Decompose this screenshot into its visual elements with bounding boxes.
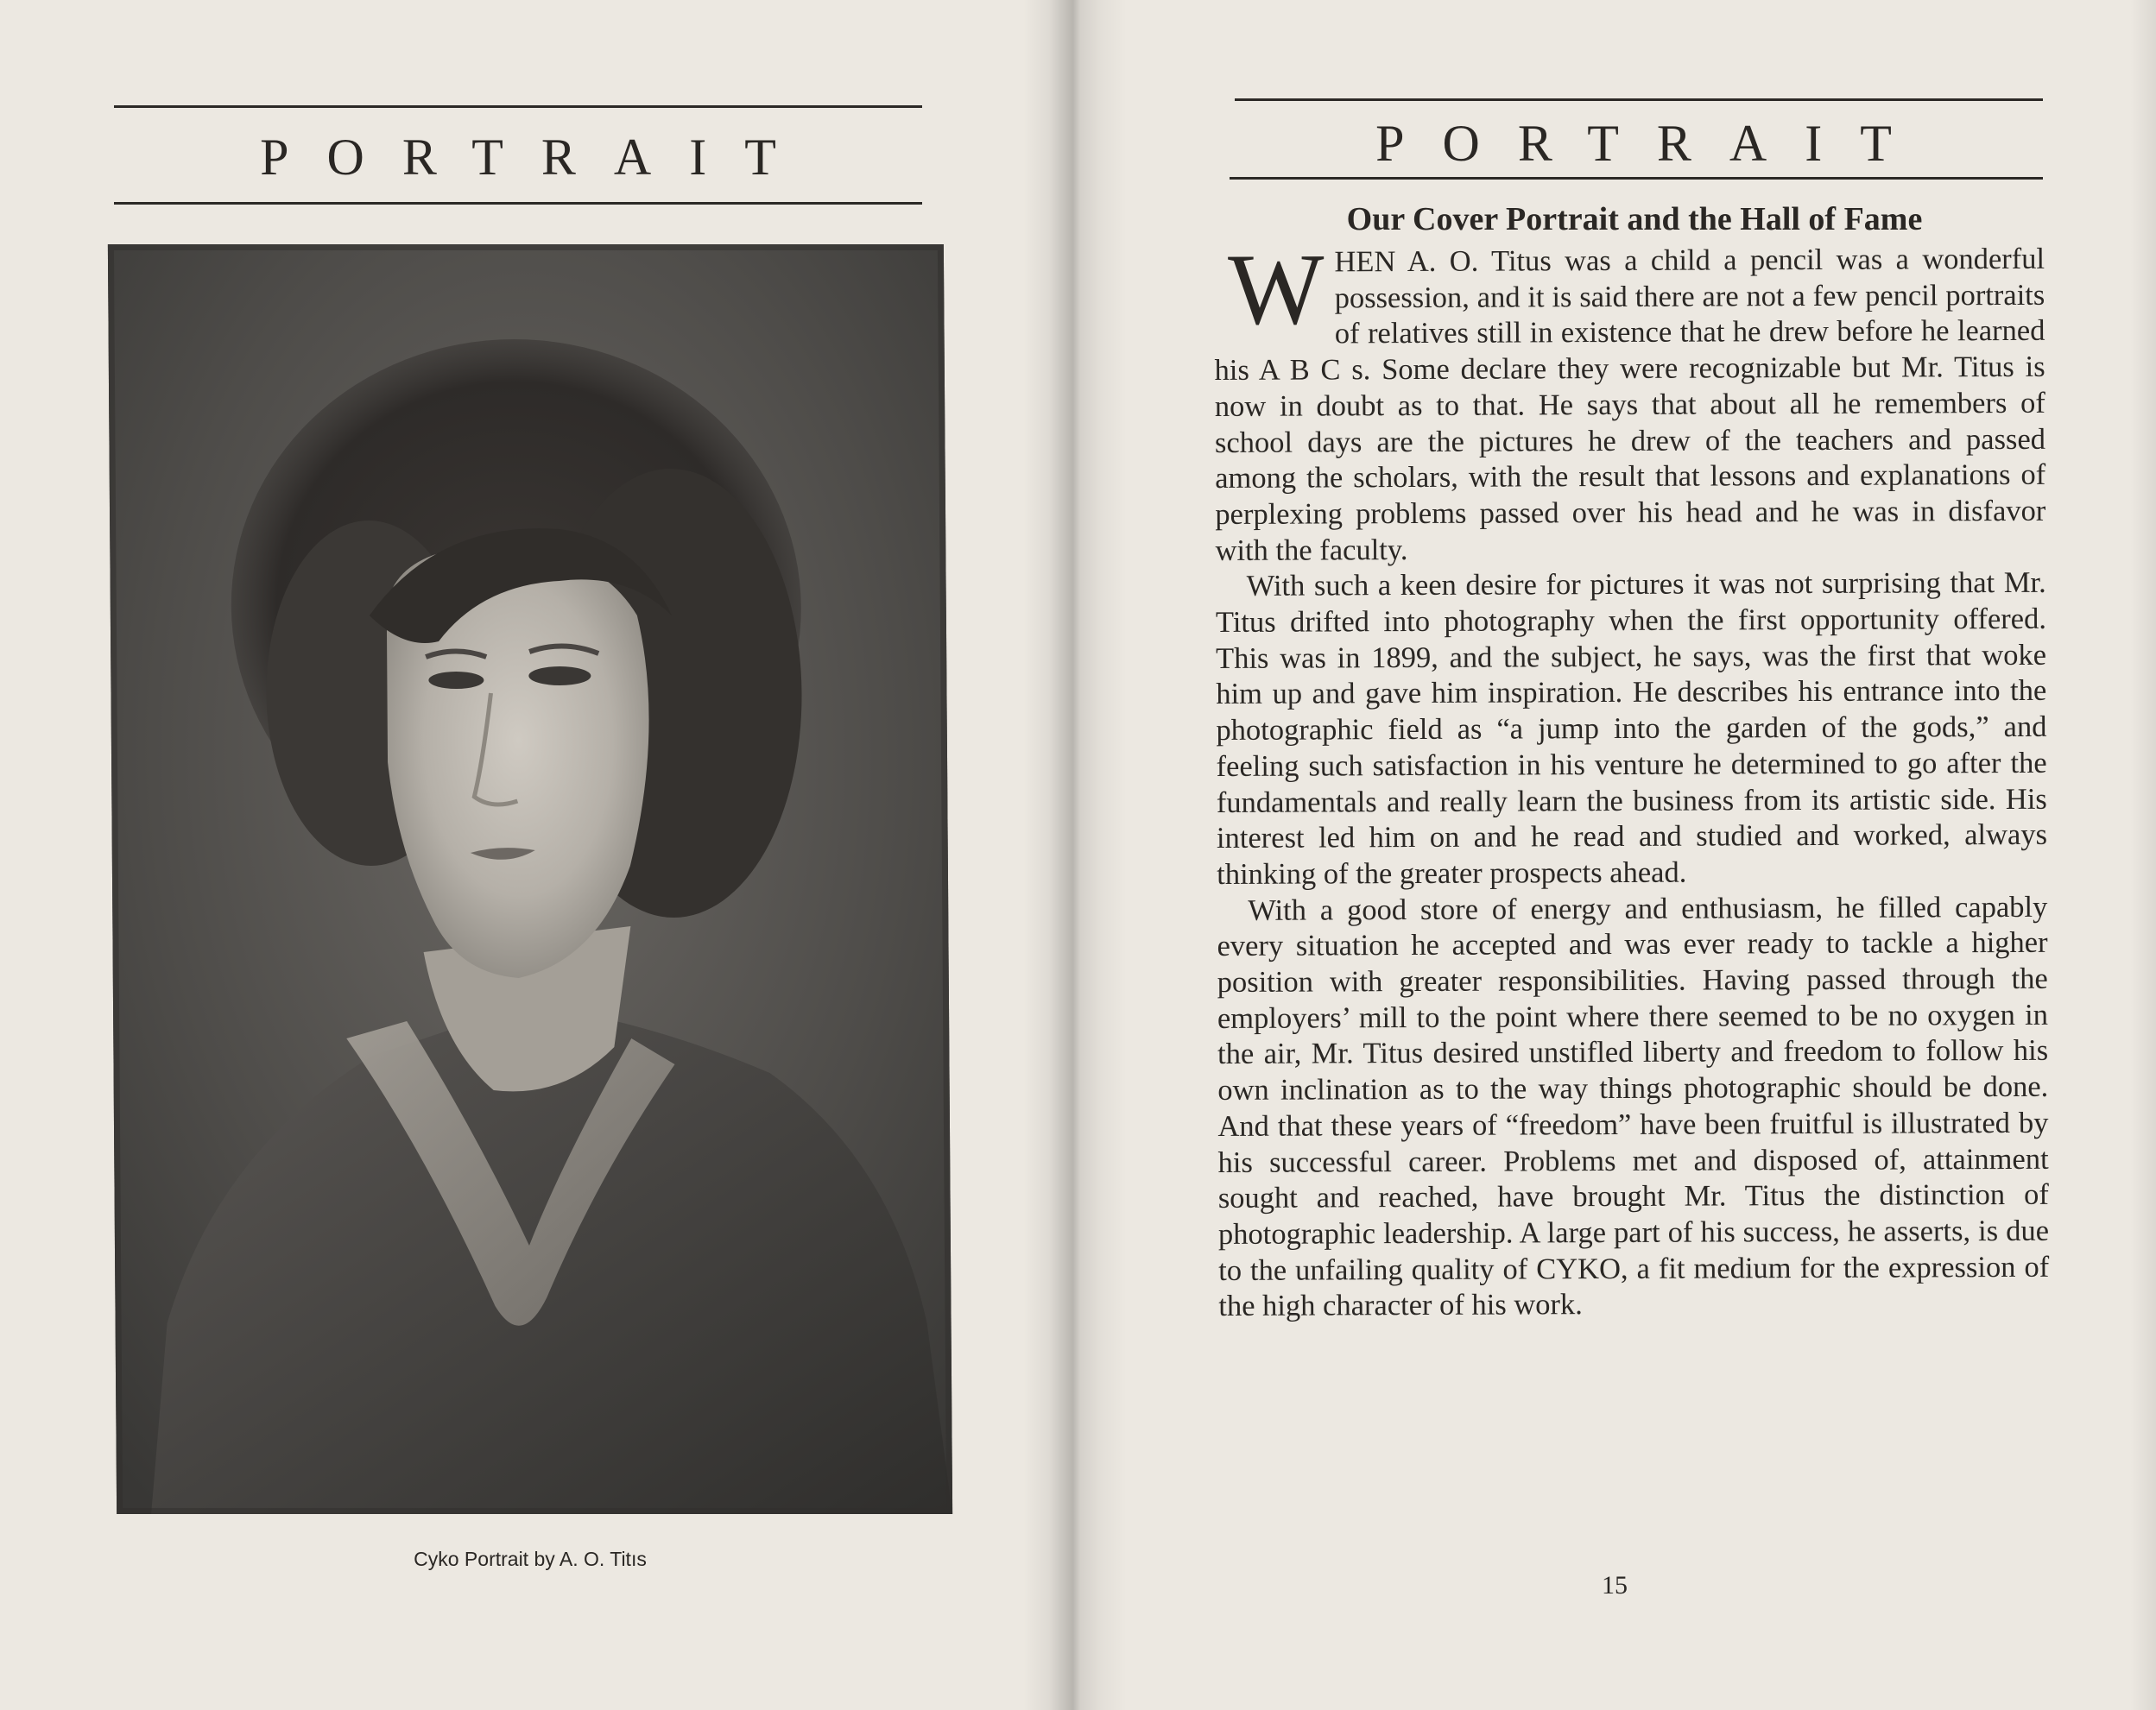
page-edge-shadow bbox=[2130, 0, 2156, 1710]
page-number: 15 bbox=[1602, 1571, 1628, 1600]
running-head: PORTRAIT bbox=[260, 129, 814, 186]
article-body bbox=[1214, 232, 2050, 1325]
article-title: Our Cover Portrait and the Hall of Fame bbox=[1346, 201, 1923, 237]
paragraph bbox=[1214, 232, 2046, 570]
paragraph-text: HEN A. O. Titus was a child a pencil was a wonderful possession, and it is said there are not a few pencil portraits of relatives still in existence that he drew before he learned his A B C s. Some declare they were recognizable but Mr. Titus is now in doubt as to that. He says that about all he remembers of school days are the pictures he drew of the teachers and passed among the scholars, with the result that lessons and explanations of perplexing problems passed over his head and he was in disfavor with the faculty. bbox=[1214, 242, 2046, 567]
portrait-illustration bbox=[108, 244, 952, 1514]
header-rule-top bbox=[1235, 98, 2043, 101]
header-rule-top bbox=[114, 105, 922, 108]
running-head: PORTRAIT bbox=[1375, 115, 1930, 172]
header-rule-bottom bbox=[114, 202, 922, 205]
photo-caption: Cyko Portrait by A. O. Titıs bbox=[414, 1548, 647, 1570]
paragraph: With such a keen desire for pictures it was not surprising that Mr. Titus drifted into photography when the first opportunity offered. This was in 1899, and the subject, he says, was the first that woke him up and gave him inspiration. He describes his entrance into the photographic field as “a jump into the garden of the gods,” and feeling such satisfaction in his venture he determined to go after the fundamentals and really learn the business from its artistic side. His interest led him on and he read and studied and worked, always thinking of the greater prospects ahead. bbox=[1215, 566, 2048, 891]
drop-cap: W bbox=[1227, 232, 1325, 346]
paragraph: With a good store of energy and enthusiasm, he filled capably every situation he accepted and was ever ready to tackle a higher position with greater responsibilities. Having passed through the employers’ mill to the point where there seemed to be no oxygen in the air, Mr. Titus desired unstifled liberty and freedom to follow his own inclination as to the way things photographic should be done. And that these years of “freedom” have been fruitful is illustrated by his successful career. Problems met and disposed of, attainment sought and reached, have brought Mr. Titus the distinction of photographic leadership. A large part of his success, he asserts, is due to the unfailing quality of CYKO, a fit medium for the expression of the high character of his work. bbox=[1217, 890, 2050, 1323]
portrait-photograph bbox=[108, 244, 952, 1514]
binding-gutter bbox=[1023, 0, 1127, 1710]
header-rule-bottom bbox=[1230, 177, 2043, 180]
